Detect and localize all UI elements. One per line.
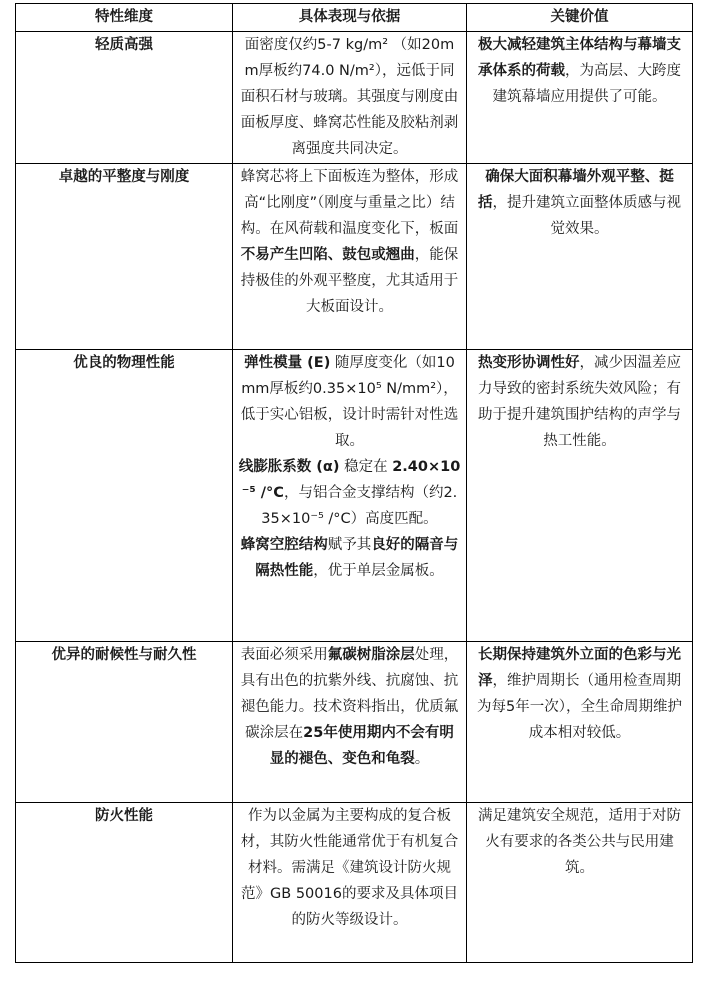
value-cell (467, 350, 693, 642)
bold-text: 25年使用期内不会有明显的褪色、变色和龟裂 (269, 725, 454, 767)
bold-text: 热变形协调性好 (478, 355, 580, 371)
bold-text: 氟碳树脂涂层 (327, 647, 415, 663)
bold-text: 极大减轻建筑主体结构与幕墙支承体系的荷载 (478, 37, 681, 79)
text: ，与铝合金支撑结构（约2.35×10⁻⁵ /°C）高度匹配。 (261, 485, 458, 527)
basis-cell (233, 642, 467, 803)
basis-paragraph (238, 532, 461, 584)
bold-text: 蜂窝空腔结构 (240, 537, 328, 553)
header-basis: 具体表现与依据 (233, 4, 467, 32)
header-dimension: 特性维度 (16, 4, 233, 32)
header-row (16, 4, 693, 32)
text: 。 (414, 751, 430, 767)
properties-table (15, 3, 693, 963)
dimension-cell: 优异的耐候性与耐久性 (16, 642, 233, 803)
basis-paragraph (238, 642, 461, 772)
basis-paragraph (238, 350, 461, 454)
bold-text: 长期保持建筑外立面的色彩与光泽 (478, 647, 681, 689)
basis-cell (233, 803, 467, 963)
dimension-cell: 优良的物理性能 (16, 350, 233, 642)
text: 蜂窝芯将上下面板连为整体，形成高“比刚度”（刚度与重量之比）结构。在风荷载和温度变化下，板面 (240, 169, 459, 237)
basis-paragraph (238, 164, 461, 320)
bold-text: 线膨胀系数 (α) (238, 459, 340, 475)
header-value: 关键价值 (467, 4, 693, 32)
table-row (16, 642, 693, 803)
basis-cell (233, 32, 467, 164)
dimension-cell: 卓越的平整度与刚度 (16, 164, 233, 350)
basis-paragraph (238, 32, 461, 162)
value-cell (467, 803, 693, 963)
bold-text: 2.40×10⁻⁵ /°C (241, 459, 461, 501)
text: 赋予其 (327, 537, 372, 553)
text: 表面必须采用 (240, 647, 328, 663)
bold-text: 弹性模量 (E) (244, 355, 331, 371)
text: ，优于单层金属板。 (313, 563, 444, 579)
text: 稳定在 (339, 459, 393, 475)
text: 作为以金属为主要构成的复合板材，其防火性能通常优于有机复合材料。需满足《建筑设计防火规范》GB 50016的要求及具体项目的防火等级设计。 (240, 808, 459, 928)
bold-text: 确保大面积幕墙外观平整、挺括 (478, 169, 674, 211)
value-cell (467, 32, 693, 164)
dimension-cell: 防火性能 (16, 803, 233, 963)
text: ，能保持极佳的外观平整度，尤其适用于大板面设计。 (240, 247, 459, 315)
basis-cell (233, 350, 467, 642)
text: ，提升建筑立面整体质感与视觉效果。 (492, 195, 681, 237)
basis-paragraph (238, 454, 461, 532)
text: 处理，具有出色的抗紫外线、抗腐蚀、抗褪色能力。技术资料指出，优质氟碳涂层在 (240, 647, 459, 741)
basis-paragraph (238, 803, 461, 933)
bold-text: 不易产生凹陷、鼓包或翘曲 (240, 247, 415, 263)
basis-cell (233, 164, 467, 350)
table-row (16, 32, 693, 164)
table-row (16, 803, 693, 963)
table-row (16, 164, 693, 350)
dimension-cell: 轻质高强 (16, 32, 233, 164)
bold-text: 良好的隔音与隔热性能 (255, 537, 459, 579)
text: ，为高层、大跨度建筑幕墙应用提供了可能。 (492, 63, 681, 105)
text: 满足建筑安全规范，适用于对防火有要求的各类公共与民用建筑。 (478, 808, 681, 876)
text: 面密度仅约5-7 kg/m² （如20mm厚板约74.0 N/m²），远低于同面积石材与玻璃。其强度与刚度由面板厚度、蜂窝芯性能及胶粘剂剥离强度共同决定。 (240, 37, 459, 157)
value-cell (467, 642, 693, 803)
table-row (16, 350, 693, 642)
text: 随厚度变化（如10mm厚板约0.35×10⁵ N/mm²），低于实心铝板，设计时需针对性选取。 (240, 355, 459, 449)
text: ，减少因温差应力导致的密封系统失效风险；有助于提升建筑围护结构的声学与热工性能。 (478, 355, 681, 449)
text: ，维护周期长（通用检查周期为每5年一次），全生命周期维护成本相对较低。 (477, 673, 682, 741)
value-cell (467, 164, 693, 350)
